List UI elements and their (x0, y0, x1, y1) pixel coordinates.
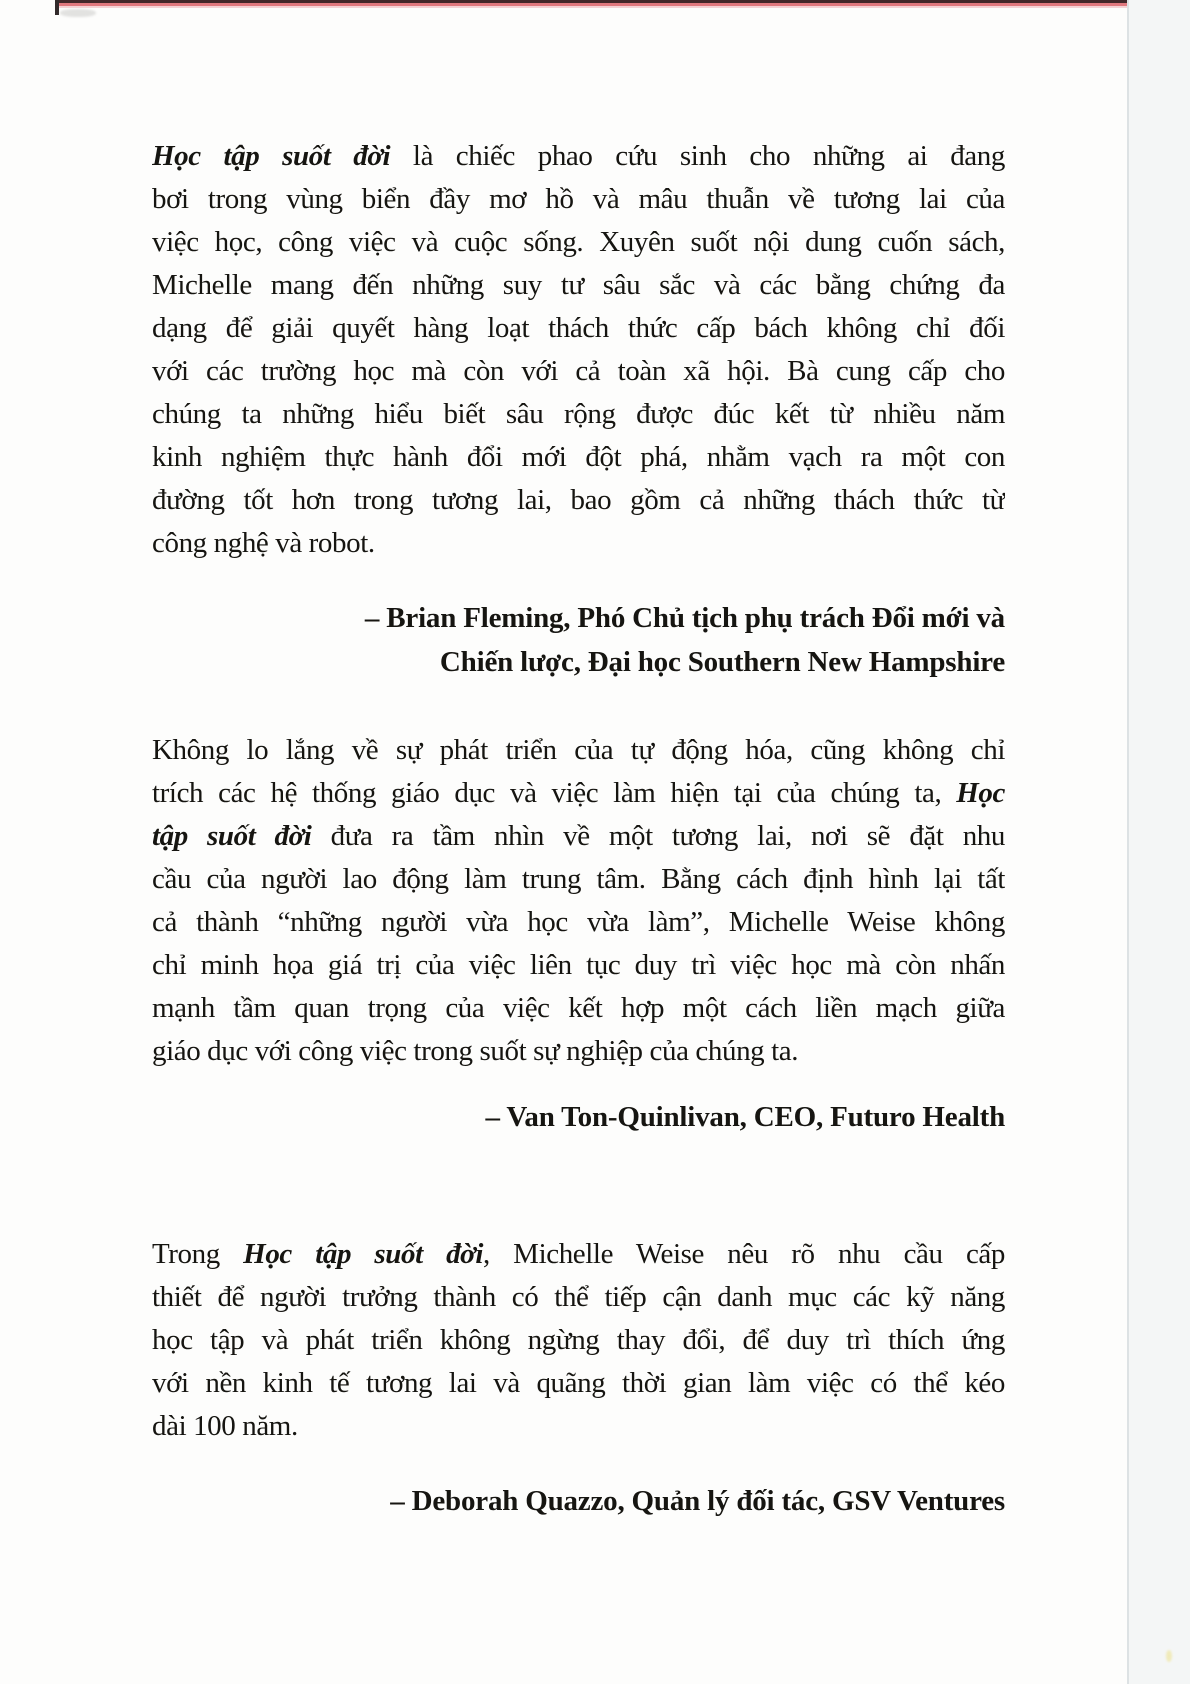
attribution-line: – Van Ton-Quinlivan, CEO, Futuro Health (485, 1101, 1005, 1133)
page-edge-line (1127, 0, 1129, 1684)
quote-line (152, 729, 1005, 772)
quote-line (152, 307, 1005, 350)
quote-line (152, 944, 1005, 987)
quote-line (152, 1405, 1005, 1448)
book-title-text: tập suốt đời (152, 820, 312, 852)
quote-attribution (152, 1479, 1005, 1523)
quote-text: học tập và phát triển không ngừng thay đổi, để duy trì thích ứng (152, 1324, 1005, 1356)
quote-line (152, 987, 1005, 1030)
book-title-text: Học (956, 777, 1005, 809)
quote-attribution (152, 1095, 1005, 1139)
quote-text: Trong (152, 1238, 244, 1270)
quote-text: việc học, công việc và cuộc sống. Xuyên suốt nội dung cuốn sách, (152, 226, 1005, 258)
quote-text: với các trường học mà còn với cả toàn xã hội. Bà cung cấp cho (152, 355, 1005, 387)
quote-line (152, 436, 1005, 479)
attribution-line: – Brian Fleming, Phó Chủ tịch phụ trách Đổi mới và (364, 602, 1005, 634)
endorsements-column (152, 0, 1005, 1684)
quote-line (152, 393, 1005, 436)
quote-text: công nghệ và robot. (152, 527, 375, 559)
quote-line (152, 901, 1005, 944)
quote-text: kinh nghiệm thực hành đổi mới đột phá, nhằm vạch ra một con (152, 441, 1005, 473)
quote-line (152, 1030, 1005, 1073)
endorsement-quote (152, 135, 1005, 684)
scan-speck-mark (1166, 1650, 1172, 1662)
quote-text: chỉ minh họa giá trị của việc liên tục duy trì việc học mà còn nhấn (152, 949, 1005, 981)
scan-smudge-mark (60, 9, 96, 17)
quote-line (152, 350, 1005, 393)
quote-line (152, 1276, 1005, 1319)
quote-text: dạng để giải quyết hàng loạt thách thức cấp bách không chỉ đối (152, 312, 1005, 344)
page-edge-shadow (1129, 0, 1190, 1684)
quote-line (152, 264, 1005, 307)
quote-text: cầu của người lao động làm trung tâm. Bằng cách định hình lại tất (152, 863, 1005, 895)
quote-text: Không lo lắng về sự phát triển của tự động hóa, cũng không chỉ (152, 734, 1005, 766)
quote-text: dài 100 năm. (152, 1410, 298, 1442)
quote-text: đưa ra tầm nhìn về một tương lai, nơi sẽ đặt nhu (311, 820, 1005, 852)
quote-text: trích các hệ thống giáo dục và việc làm hiện tại của chúng ta, (152, 777, 957, 809)
quote-line (152, 1233, 1005, 1276)
quote-line (152, 221, 1005, 264)
quote-attribution (152, 596, 1005, 684)
quote-line (152, 1319, 1005, 1362)
quote-text: cả thành “những người vừa học vừa làm”, Michelle Weise không (152, 906, 1005, 938)
quote-text: với nền kinh tế tương lai và quãng thời gian làm việc có thể kéo (152, 1367, 1005, 1399)
quote-line (152, 772, 1005, 815)
quote-line (152, 522, 1005, 565)
endorsement-quote (152, 1233, 1005, 1523)
quote-text: giáo dục với công việc trong suốt sự nghiệp của chúng ta. (152, 1035, 799, 1067)
attribution-line: Chiến lược, Đại học Southern New Hampshire (439, 646, 1005, 678)
quote-text: chúng ta những hiểu biết sâu rộng được đúc kết từ nhiều năm (152, 398, 1005, 430)
quote-line (152, 479, 1005, 522)
quote-line (152, 815, 1005, 858)
quote-line (152, 135, 1005, 178)
quote-paragraph (152, 729, 1005, 1073)
quote-text: là chiếc phao cứu sinh cho những ai đang (390, 140, 1005, 172)
endorsement-quote (152, 729, 1005, 1139)
quote-line (152, 1362, 1005, 1405)
quote-text: , Michelle Weise nêu rõ nhu cầu cấp (483, 1238, 1005, 1270)
scan-corner-mark (55, 0, 59, 15)
book-title-text: Học tập suốt đời (243, 1238, 484, 1270)
quote-text: mạnh tầm quan trọng của việc kết hợp một cách liền mạch giữa (152, 992, 1005, 1024)
quote-text: đường tốt hơn trong tương lai, bao gồm cả những thách thức từ (152, 484, 1005, 516)
quote-paragraph (152, 1233, 1005, 1448)
quote-text: thiết để người trưởng thành có thể tiếp cận danh mục các kỹ năng (152, 1281, 1005, 1313)
attribution-line: – Deborah Quazzo, Quản lý đối tác, GSV Ventures (390, 1485, 1005, 1517)
quote-text: bơi trong vùng biển đầy mơ hồ và mâu thuẫn về tương lai của (152, 183, 1005, 215)
quote-line (152, 178, 1005, 221)
quote-paragraph (152, 135, 1005, 565)
book-title-text: Học tập suốt đời (152, 140, 391, 172)
quote-line (152, 858, 1005, 901)
quote-text: Michelle mang đến những suy tư sâu sắc và các bằng chứng đa (152, 269, 1005, 301)
